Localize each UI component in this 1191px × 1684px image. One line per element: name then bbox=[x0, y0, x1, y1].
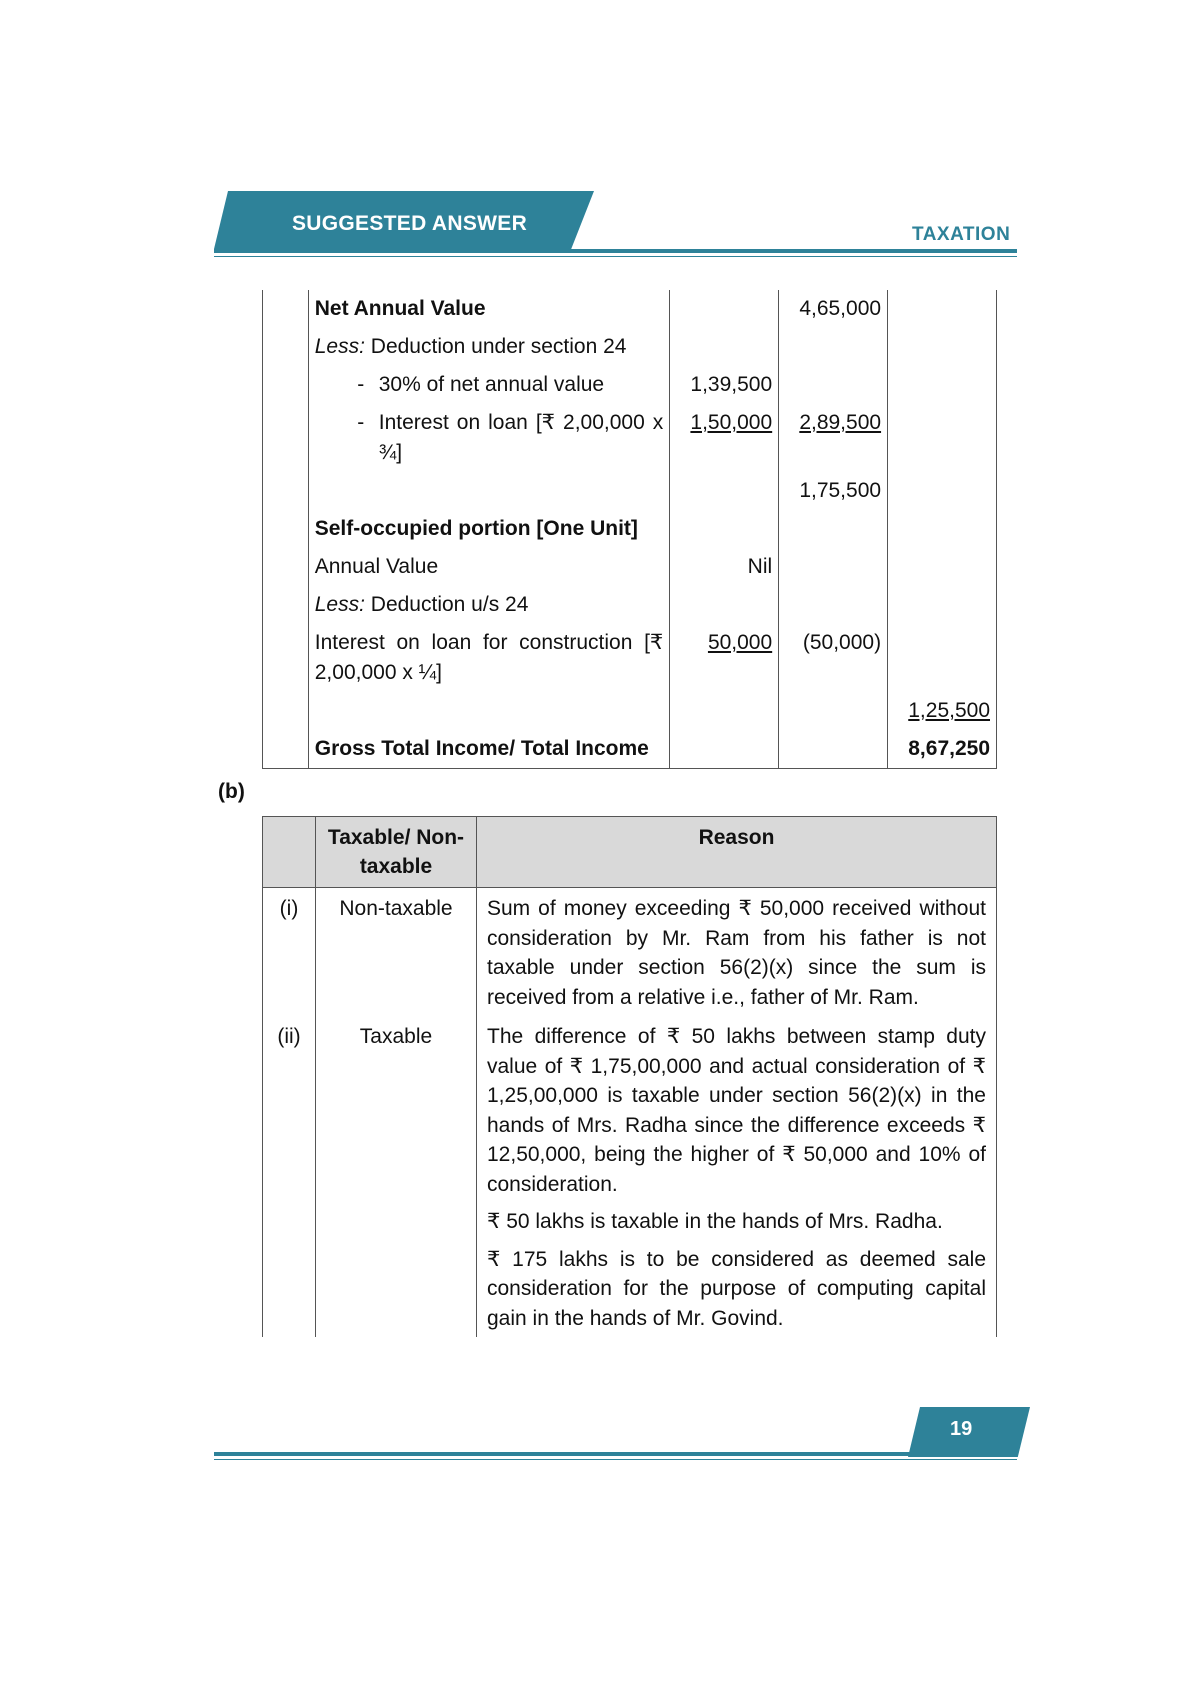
taxability-table bbox=[262, 816, 997, 1337]
table-row: Less: Deduction u/s 24 bbox=[263, 586, 997, 624]
table-row: 1,25,500 bbox=[263, 692, 997, 730]
part-b-label: (b) bbox=[218, 780, 245, 803]
footer-rule bbox=[214, 1452, 1017, 1456]
header-reason: Reason bbox=[477, 817, 997, 888]
table-row: Annual Value Nil bbox=[263, 548, 997, 586]
header-taxable: Taxable/ Non-taxable bbox=[316, 817, 477, 888]
table-row: 1,75,500 bbox=[263, 472, 997, 510]
footer-rule-thin bbox=[214, 1459, 1017, 1460]
table-row: Net Annual Value 4,65,000 bbox=[263, 290, 997, 328]
table-row: Less: Deduction under section 24 bbox=[263, 328, 997, 366]
table-row: Interest on loan for construction [₹ 2,00,000 x ¼] 50,000 (50,000) bbox=[263, 624, 997, 692]
header-rule bbox=[214, 249, 1017, 253]
table-row: Gross Total Income/ Total Income 8,67,250 bbox=[263, 730, 997, 769]
subject-title: TAXATION bbox=[912, 224, 1011, 245]
table-header-row bbox=[263, 817, 997, 888]
table-row: - 30% of net annual value 1,39,500 bbox=[263, 366, 997, 404]
table-row: Self-occupied portion [One Unit] bbox=[263, 510, 997, 548]
table-row: (ii) Taxable The difference of ₹ 50 lakhs between stamp duty value of ₹ 1,75,00,000 and actual consideration of ₹ 1,25,00,000 is taxable under section 56(2)(x) in the hands of Mrs. Radha since the difference exceeds ₹ 12,50,000, being the higher of ₹ 50,000 and 10% of consideration. ₹ 50 lakhs is taxable in the hands of Mrs. Radha. ₹ 175 lakhs is to be considered as deemed sale consideration for the purpose of computing capital gain in the hands of Mr. Govind. bbox=[263, 1016, 997, 1337]
table-row: (i) Non-taxable Sum of money exceeding ₹ 50,000 received without consideration by Mr. Ram from his father is not taxable under section 56(2)(x) since the sum is received from a relative i.e., father of Mr. Ram. bbox=[263, 888, 997, 1017]
header-tab-label: SUGGESTED ANSWER bbox=[292, 212, 528, 235]
page-number: 19 bbox=[950, 1418, 973, 1440]
income-computation-table bbox=[262, 290, 997, 769]
header-rule-thin bbox=[214, 256, 1017, 257]
table-row: - Interest on loan [₹ 2,00,000 x ¾] 1,50,000 2,89,500 bbox=[263, 404, 997, 472]
